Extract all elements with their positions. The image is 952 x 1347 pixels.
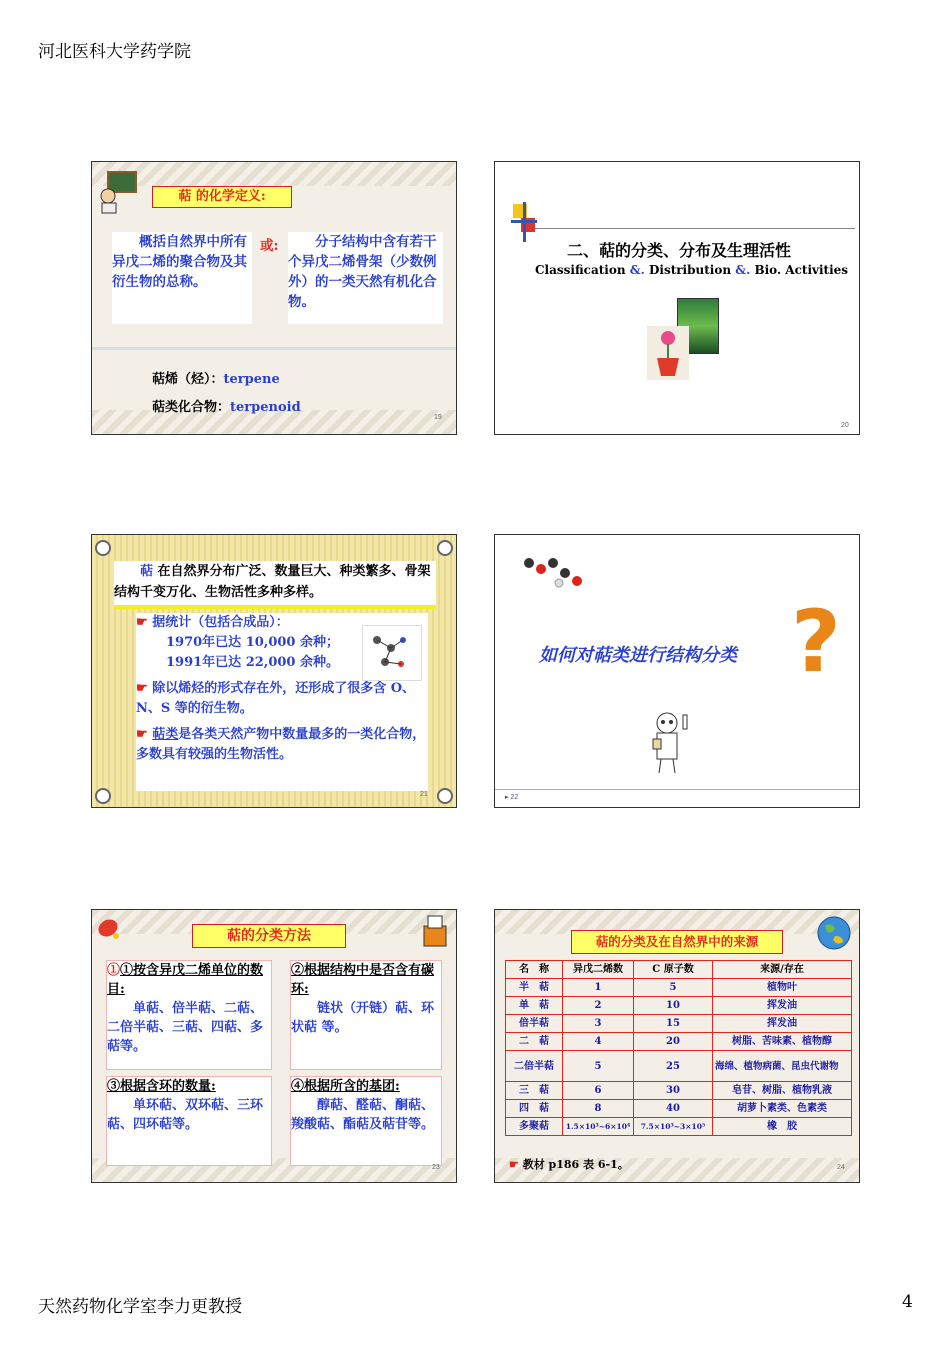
slide-number: ▸ 22 — [505, 794, 519, 801]
method-3: ③根据含环的数量: 单环萜、双环萜、三环萜、四环萜等。 — [106, 1076, 272, 1166]
slide-24 — [494, 909, 860, 1183]
pointer-icon: ☛ — [136, 681, 153, 696]
document-header: 河北医科大学药学院 — [38, 42, 191, 62]
definition-left: 概括自然界中所有异戊二烯的聚合物及其衍生物的总称。 — [112, 232, 252, 324]
page-number: 4 — [902, 1292, 913, 1312]
table-row: 倍半萜 3 15 挥发油 — [506, 1015, 852, 1033]
definition-right: 分子结构中含有若干个异戊二烯骨架（少数例外）的一类天然有机化合物。 — [288, 232, 443, 324]
or-label: 或: — [260, 238, 279, 254]
slide-title: 萜的分类方法 — [192, 924, 346, 948]
slide-number: 23 — [432, 1164, 440, 1171]
question-mark-icon: ? — [791, 592, 841, 692]
slide-title: 如何对萜类进行结构分类 — [539, 645, 737, 666]
method-2: ②根据结构中是否含有碳环: 链状（开链）萜、环状萜 等。 — [290, 960, 442, 1070]
flower-pot-image — [647, 326, 689, 380]
table-row: 半 萜 1 5 植物叶 — [506, 979, 852, 997]
book-icon — [418, 912, 452, 950]
table-row: 三 萜 6 30 皂苷、树脂、植物乳液 — [506, 1082, 852, 1100]
slide-23 — [91, 909, 457, 1183]
slide-title: 二、萜的分类、分布及生理活性 — [567, 241, 792, 260]
table-row: 多聚萜 1.5×10³~6×10⁴ 7.5×10³~3×10⁵ 橡 胶 — [506, 1118, 852, 1136]
globe-icon — [815, 914, 853, 952]
slide-20 — [494, 161, 860, 435]
slide-22 — [494, 534, 860, 808]
bell-icon — [94, 912, 124, 942]
slide-21 — [91, 534, 457, 808]
corner-circle — [437, 540, 453, 556]
pointer-icon: ☛ — [136, 727, 153, 742]
corner-circle — [437, 788, 453, 804]
molecule-model-image — [519, 553, 589, 593]
table-row: 四 萜 8 40 胡萝卜素类、色素类 — [506, 1100, 852, 1118]
terpene-line: 萜烯（烃）：terpene — [152, 372, 280, 387]
table-header-row: 名 称 异戊二烯数 C 原子数 来源/存在 — [506, 961, 852, 979]
corner-circle — [95, 540, 111, 556]
table-note: ☛ 教材 p186 表 6-1。 — [509, 1158, 629, 1171]
method-1: ①①按含异戊二烯单位的数目: 单萜、倍半萜、二萜、二倍半萜、三萜、四萜、多萜等。 — [106, 960, 272, 1070]
bullet-statistics: ☛ 据统计（包括合成品）： — [136, 615, 289, 630]
pointer-icon: ☛ — [136, 615, 153, 630]
scientist-icon — [645, 709, 695, 775]
table-row: 二倍半萜 5 25 海绵、植物病菌、昆虫代谢物 — [506, 1051, 852, 1082]
slide-19 — [91, 161, 457, 435]
corner-circle — [95, 788, 111, 804]
table-row: 二 萜 4 20 树脂、苦味素、植物醇 — [506, 1033, 852, 1051]
pointer-icon: ☛ — [509, 1158, 523, 1171]
method-4: ④根据所含的基团: 醇萜、醛萜、酮萜、羧酸萜、酯萜及萜苷等。 — [290, 1076, 442, 1166]
table-row: 单 萜 2 10 挥发油 — [506, 997, 852, 1015]
slide-number: 24 — [837, 1164, 845, 1171]
bullet-list: ☛ 据统计（包括合成品）： 1970年已达 10,000 余种； 1991年已达 22,000 余种。 ☛ 除以烯烃的形式存在外，还形成了很多含 O、N、S 等的衍生物。 ☛ 萜类是各类天然产物中数量最多的一类化合物，多数具有较强的生物活性。 — [136, 613, 428, 791]
molecule-image — [362, 625, 422, 681]
arrow-icon: ▸ — [505, 794, 511, 801]
terpenoid-line: 萜类化合物：terpenoid — [152, 400, 301, 415]
slide-title: 萜的分类及在自然界中的来源 — [571, 930, 783, 954]
terpene-classification-table — [505, 960, 852, 1136]
slide-subtitle: Classification &. Distribution &. Bio. Activities — [535, 263, 849, 277]
intro-text: 萜 在自然界分布广泛、数量巨大、种类繁多、骨架结构千变万化、生物活性多种多样。 — [114, 561, 436, 605]
teacher-icon — [96, 166, 142, 214]
slide-title: 萜 的化学定义: — [152, 186, 292, 208]
bullet-quantity: ☛ 萜类是各类天然产物中数量最多的一类化合物，多数具有较强的生物活性。 — [136, 727, 426, 762]
slide-number: 20 — [841, 422, 849, 429]
slide-number: 21 — [420, 791, 428, 798]
cross-decoration — [509, 202, 539, 242]
bullet-derivatives: ☛ 除以烯烃的形式存在外，还形成了很多含 O、N、S 等的衍生物。 — [136, 681, 416, 716]
document-footer: 天然药物化学室李力更教授 — [38, 1297, 242, 1317]
slide-number: 19 — [434, 414, 442, 421]
